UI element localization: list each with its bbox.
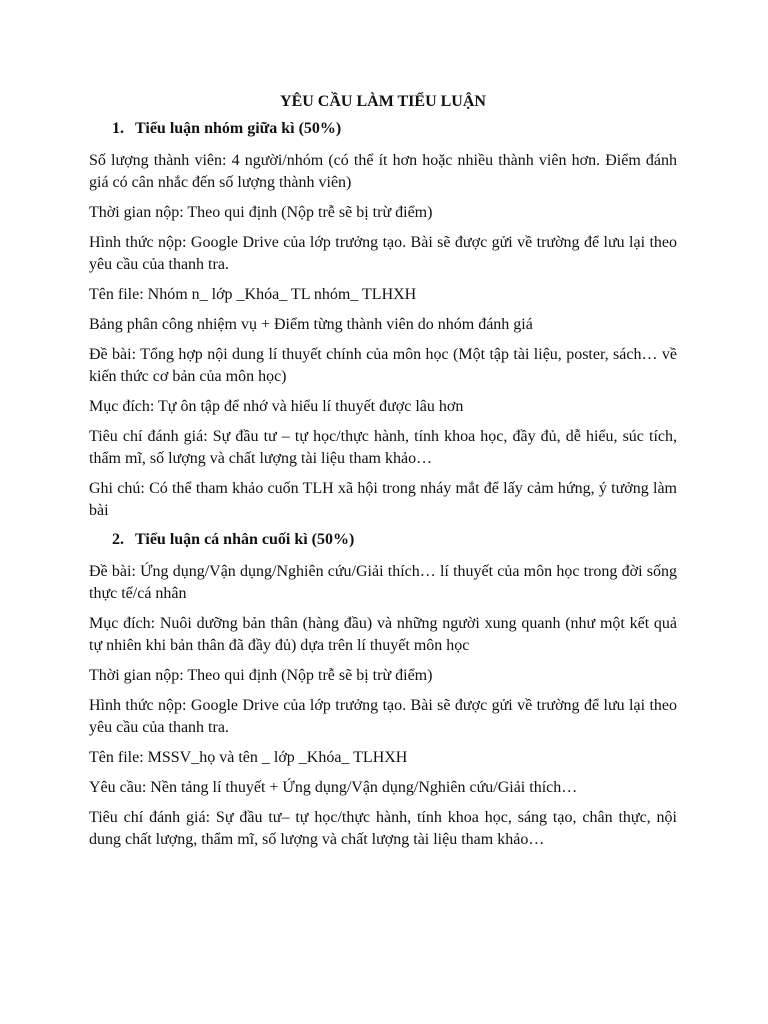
section-2-heading	[89, 530, 677, 550]
section-1-number: 1.	[112, 120, 124, 137]
section-1-heading-text: Tiểu luận nhóm giữa kì (50%)	[135, 120, 342, 137]
section-2-paragraph: Tiêu chí đánh giá: Sự đầu tư– tự học/thực hành, tính khoa học, sáng tạo, chân thực, nội dung chất lượng, thẩm mĩ, số lượng và chất lượng tài liệu tham khảo…	[89, 809, 677, 848]
section-1-paragraph: Hình thức nộp: Google Drive của lớp trưởng tạo. Bài sẽ được gửi về trường để lưu lại theo yêu cầu của thanh tra.	[89, 234, 677, 273]
section-1-paragraph: Đề bài: Tổng hợp nội dung lí thuyết chính của môn học (Một tập tài liệu, poster, sách… về kiến thức cơ bản của môn học)	[89, 346, 677, 385]
section-2-paragraph: Hình thức nộp: Google Drive của lớp trưởng tạo. Bài sẽ được gửi về trường để lưu lại theo yêu cầu của thanh tra.	[89, 697, 677, 736]
section-1-paragraph: Bảng phân công nhiệm vụ + Điểm từng thành viên do nhóm đánh giá	[89, 316, 533, 333]
document-title: YÊU CẦU LÀM TIỂU LUẬN	[280, 93, 486, 110]
section-2-paragraph: Tên file: MSSV_họ và tên _ lớp _Khóa_ TLHXH	[89, 749, 408, 766]
section-1-paragraph: Thời gian nộp: Theo qui định (Nộp trễ sẽ bị trừ điểm)	[89, 204, 433, 221]
section-1-paragraph: Tên file: Nhóm n_ lớp _Khóa_ TL nhóm_ TLHXH	[89, 286, 417, 303]
section-1-paragraph: Tiêu chí đánh giá: Sự đầu tư – tự học/thực hành, tính khoa học, đầy đủ, dễ hiểu, súc tích, thẩm mĩ, số lượng và chất lượng tài liệu tham khảo…	[89, 428, 677, 467]
section-1-paragraph: Ghi chú: Có thể tham khảo cuốn TLH xã hội trong nháy mắt để lấy cảm hứng, ý tưởng làm bài	[89, 480, 677, 519]
section-2-paragraph: Thời gian nộp: Theo qui định (Nộp trễ sẽ bị trừ điểm)	[89, 667, 433, 684]
section-2-number: 2.	[112, 531, 124, 548]
section-2-paragraph: Mục đích: Nuôi dưỡng bản thân (hàng đầu) và những người xung quanh (như một kết quả tự nhiên khi bản thân đã đầy đủ) dựa trên lí thuyết môn học	[89, 615, 677, 654]
section-2-heading-text: Tiểu luận cá nhân cuối kì (50%)	[135, 531, 355, 548]
section-1-heading	[89, 119, 677, 139]
section-2-paragraph: Đề bài: Ứng dụng/Vận dụng/Nghiên cứu/Giải thích… lí thuyết của môn học trong đời sống thực tế/cá nhân	[89, 563, 677, 602]
document-page	[89, 92, 677, 859]
section-1-paragraph: Mục đích: Tự ôn tập để nhớ và hiểu lí thuyết được lâu hơn	[89, 398, 464, 415]
section-1-paragraph: Số lượng thành viên: 4 người/nhóm (có thể ít hơn hoặc nhiều thành viên hơn. Điểm đánh giá có cân nhắc đến số lượng thành viên)	[89, 152, 677, 191]
section-2-paragraph: Yêu cầu: Nền tảng lí thuyết + Ứng dụng/Vận dụng/Nghiên cứu/Giải thích…	[89, 779, 578, 796]
